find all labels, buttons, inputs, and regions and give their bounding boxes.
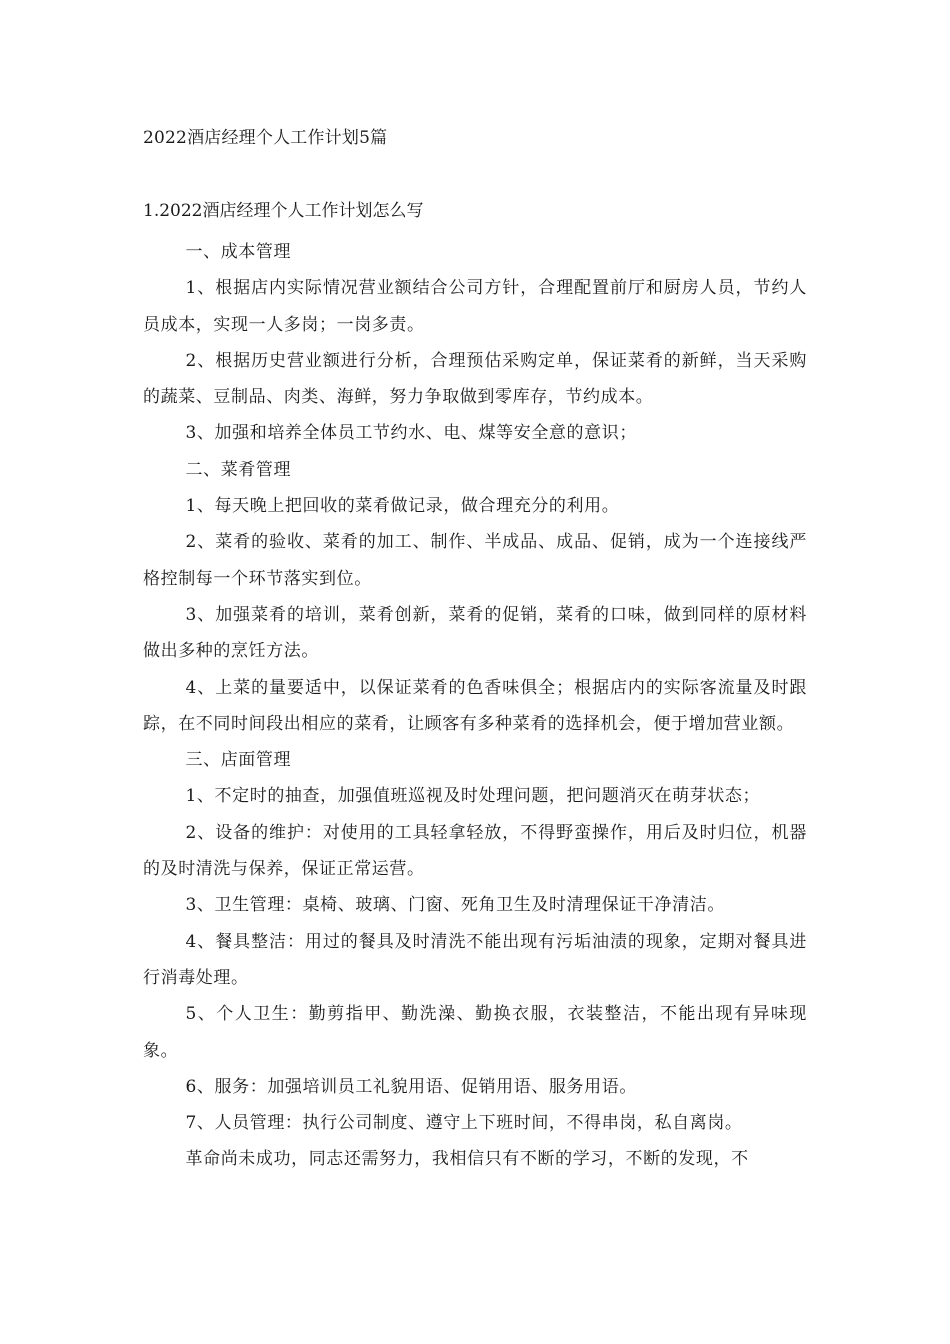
paragraph: 2、设备的维护：对使用的工具轻拿轻放，不得野蛮操作，用后及时归位，机器的及时清洗与保养，保证正常运营。 <box>143 822 807 880</box>
paragraph: 1、不定时的抽查，加强值班巡视及时处理问题，把问题消灭在萌芽状态； <box>185 786 761 807</box>
paragraph: 1、根据店内实际情况营业额结合公司方针，合理配置前厅和厨房人员，节约人员成本，实现一人多岗；一岗多责。 <box>143 278 807 335</box>
paragraph: 1、每天晚上把回收的菜肴做记录，做合理充分的利用。 <box>185 496 620 517</box>
paragraph: 二、菜肴管理 <box>185 459 292 480</box>
section-heading: 1.2022酒店经理个人工作计划怎么写 <box>143 201 424 221</box>
paragraph: 6、服务：加强培训员工礼貌用语、促销用语、服务用语。 <box>185 1076 637 1097</box>
paragraph: 5、个人卫生：勤剪指甲、勤洗澡、勤换衣服，衣装整洁，不能出现有异味现象。 <box>143 1004 807 1061</box>
document-body <box>143 234 807 1178</box>
paragraph: 3、加强菜肴的培训，菜肴创新，菜肴的促销，菜肴的口味，做到同样的原材料做出多种的烹饪方法。 <box>143 604 807 662</box>
paragraph: 3、卫生管理：桌椅、玻璃、门窗、死角卫生及时清理保证干净清洁。 <box>185 895 725 916</box>
paragraph: 4、餐具整洁：用过的餐具及时清洗不能出现有污垢油渍的现象，定期对餐具进行消毒处理。 <box>143 931 807 988</box>
paragraph: 三、店面管理 <box>185 750 292 771</box>
paragraph: 2、根据历史营业额进行分析，合理预估采购定单，保证菜肴的新鲜，当天采购的蔬菜、豆制品、肉类、海鲜，努力争取做到零库存，节约成本。 <box>143 350 807 408</box>
paragraph: 2、菜肴的验收、菜肴的加工、制作、半成品、成品、促销，成为一个连接线严格控制每一个环节落实到位。 <box>143 532 807 589</box>
paragraph: 3、加强和培养全体员工节约水、电、煤等安全意的意识； <box>185 423 637 444</box>
paragraph: 7、人员管理：执行公司制度、遵守上下班时间，不得串岗，私自离岗。 <box>185 1113 743 1134</box>
paragraph: 一、成本管理 <box>185 242 292 262</box>
paragraph: 革命尚未成功，同志还需努力，我相信只有不断的学习，不断的发现，不 <box>185 1149 749 1170</box>
paragraph: 4、上菜的量要适中，以保证菜肴的色香味俱全；根据店内的实际客流量及时跟踪，在不同时间段出相应的菜肴，让顾客有多种菜肴的选择机会，便于增加营业额。 <box>143 677 807 734</box>
document-title: 2022酒店经理个人工作计划5篇 <box>143 128 388 148</box>
